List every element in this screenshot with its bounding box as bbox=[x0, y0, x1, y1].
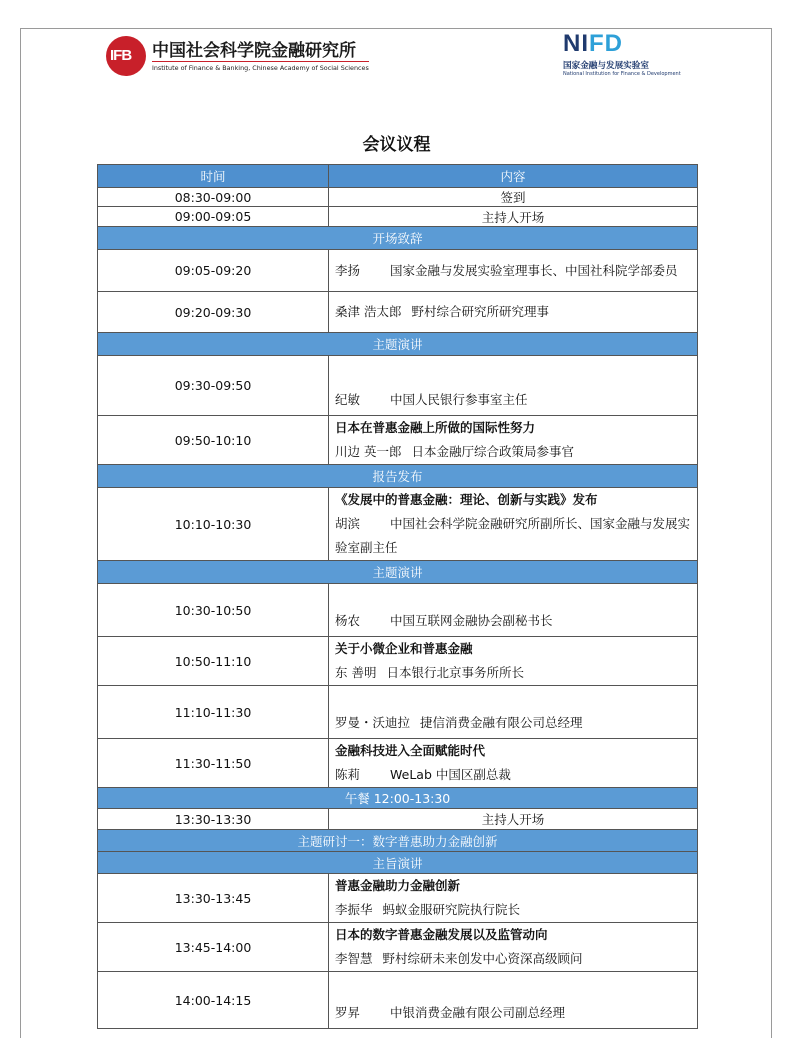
column-header-time: 时间 bbox=[98, 165, 329, 188]
table-row bbox=[98, 188, 698, 207]
section-row bbox=[98, 465, 698, 488]
ifb-name-en: Institute of Finance & Banking, Chinese Academy of Social Sciences bbox=[152, 61, 369, 72]
row-time: 09:50-10:10 bbox=[98, 416, 329, 465]
section-row bbox=[98, 830, 698, 852]
speaker-line bbox=[335, 440, 691, 464]
row-time: 13:45-14:00 bbox=[98, 923, 329, 972]
row-time: 10:30-10:50 bbox=[98, 584, 329, 637]
row-time: 08:30-09:00 bbox=[98, 188, 329, 207]
speaker-line bbox=[335, 763, 691, 787]
speaker-line bbox=[335, 609, 691, 633]
speaker-name: 杨农 bbox=[335, 613, 361, 628]
column-header-content: 内容 bbox=[329, 165, 698, 188]
nifd-logo bbox=[543, 30, 681, 80]
speaker-role: 中国互联网金融协会副秘书长 bbox=[390, 613, 553, 628]
section-row bbox=[98, 852, 698, 874]
section-row bbox=[98, 788, 698, 809]
table-row bbox=[98, 250, 698, 292]
speaker-line bbox=[335, 388, 691, 412]
section-title: 开场致辞 bbox=[98, 227, 698, 250]
speaker-line bbox=[335, 898, 691, 922]
section-title: 午餐 12:00-13:30 bbox=[98, 788, 698, 809]
row-content bbox=[329, 923, 698, 972]
row-content bbox=[329, 488, 698, 561]
table-row bbox=[98, 809, 698, 830]
page-title: 会议议程 bbox=[362, 135, 431, 155]
ifb-logo-icon bbox=[106, 36, 146, 76]
row-content bbox=[329, 250, 698, 292]
row-content bbox=[329, 292, 698, 333]
speaker-name: 东 善明 bbox=[335, 665, 377, 680]
row-content bbox=[329, 356, 698, 416]
section-title: 报告发布 bbox=[98, 465, 698, 488]
row-content bbox=[329, 686, 698, 739]
row-content bbox=[329, 739, 698, 788]
row-time: 10:50-11:10 bbox=[98, 637, 329, 686]
table-row bbox=[98, 207, 698, 227]
speaker-name: 罗曼・沃迪拉 bbox=[335, 715, 411, 730]
row-time: 14:00-14:15 bbox=[98, 972, 329, 1029]
talk-topic: 日本的数字普惠金融发展以及监管动向 bbox=[335, 927, 548, 942]
speaker-line bbox=[335, 512, 691, 560]
speaker-name: 李振华 bbox=[335, 902, 373, 917]
table-row bbox=[98, 356, 698, 416]
speaker-role: 蚂蚁金服研究院执行院长 bbox=[382, 902, 521, 917]
talk-topic: 日本在普惠金融上所做的国际性努力 bbox=[335, 420, 536, 435]
row-time: 11:30-11:50 bbox=[98, 739, 329, 788]
section-title: 主旨演讲 bbox=[98, 852, 698, 874]
speaker-line bbox=[335, 947, 691, 971]
section-row bbox=[98, 561, 698, 584]
row-content: 主持人开场 bbox=[329, 809, 698, 830]
row-content: 签到 bbox=[329, 188, 698, 207]
talk-topic: 金融科技进入全面赋能时代 bbox=[335, 743, 486, 758]
row-time: 09:00-09:05 bbox=[98, 207, 329, 227]
speaker-role: 野村综合研究所研究理事 bbox=[411, 304, 549, 319]
row-time: 09:05-09:20 bbox=[98, 250, 329, 292]
speaker-role: 中国人民银行参事室主任 bbox=[390, 392, 528, 407]
row-content bbox=[329, 637, 698, 686]
table-row bbox=[98, 874, 698, 923]
speaker-line bbox=[335, 1001, 691, 1025]
speaker-role: 捷信消费金融有限公司总经理 bbox=[420, 715, 583, 730]
speaker-name: 桑津 浩太郎 bbox=[335, 304, 402, 319]
section-title: 主题研讨一：数字普惠助力金融创新 bbox=[98, 830, 698, 852]
table-row bbox=[98, 488, 698, 561]
section-title: 主题演讲 bbox=[98, 561, 698, 584]
table-row bbox=[98, 923, 698, 972]
agenda-table bbox=[97, 164, 698, 1029]
talk-topic: 《发展中的普惠金融：理论、创新与实践》发布 bbox=[335, 492, 598, 507]
nifd-logo-mark: NIFD bbox=[563, 30, 623, 57]
row-content bbox=[329, 972, 698, 1029]
speaker-name: 罗昇 bbox=[335, 1005, 361, 1020]
speaker-role: 中国社会科学院金融研究所副所长、国家金融与发展实验室副主任 bbox=[335, 516, 691, 555]
section-row bbox=[98, 333, 698, 356]
speaker-name: 胡滨 bbox=[335, 516, 361, 531]
speaker-line bbox=[335, 259, 691, 283]
section-title: 主题演讲 bbox=[98, 333, 698, 356]
row-content bbox=[329, 416, 698, 465]
row-time: 11:10-11:30 bbox=[98, 686, 329, 739]
talk-topic: 普惠金融助力金融创新 bbox=[335, 878, 461, 893]
row-time: 13:30-13:45 bbox=[98, 874, 329, 923]
ifb-name-cn: 中国社会科学院金融研究所 bbox=[152, 41, 356, 61]
speaker-name: 陈莉 bbox=[335, 767, 361, 782]
table-row bbox=[98, 739, 698, 788]
table-row bbox=[98, 292, 698, 333]
speaker-name: 纪敏 bbox=[335, 392, 361, 407]
table-header-row bbox=[98, 165, 698, 188]
speaker-role: 野村综研未来创发中心资深高级顾问 bbox=[382, 951, 583, 966]
table-row bbox=[98, 416, 698, 465]
row-content bbox=[329, 874, 698, 923]
table-row bbox=[98, 584, 698, 637]
talk-topic: 关于小微企业和普惠金融 bbox=[335, 641, 473, 656]
section-row bbox=[98, 227, 698, 250]
row-content: 主持人开场 bbox=[329, 207, 698, 227]
speaker-name: 李扬 bbox=[335, 262, 361, 278]
speaker-name: 川边 英一郎 bbox=[335, 444, 402, 459]
nifd-name-cn: 国家金融与发展实验室 bbox=[563, 61, 649, 71]
speaker-role: WeLab 中国区副总裁 bbox=[390, 767, 511, 782]
ifb-logo-mark: IFB bbox=[110, 47, 132, 64]
table-row bbox=[98, 972, 698, 1029]
speaker-role: 国家金融与发展实验室理事长、中国社科院学部委员 bbox=[390, 262, 678, 278]
speaker-role: 中银消费金融有限公司副总经理 bbox=[390, 1005, 566, 1020]
row-time: 09:20-09:30 bbox=[98, 292, 329, 333]
table-row bbox=[98, 686, 698, 739]
speaker-role: 日本银行北京事务所所长 bbox=[386, 665, 524, 680]
speaker-line bbox=[335, 300, 691, 324]
speaker-name: 李智慧 bbox=[335, 951, 373, 966]
row-time: 09:30-09:50 bbox=[98, 356, 329, 416]
nifd-name-en: National Institution for Finance & Development bbox=[563, 71, 681, 77]
speaker-line bbox=[335, 711, 691, 735]
row-time: 13:30-13:30 bbox=[98, 809, 329, 830]
table-row bbox=[98, 637, 698, 686]
row-content bbox=[329, 584, 698, 637]
speaker-role: 日本金融厅综合政策局参事官 bbox=[411, 444, 574, 459]
speaker-line bbox=[335, 661, 691, 685]
row-time: 10:10-10:30 bbox=[98, 488, 329, 561]
